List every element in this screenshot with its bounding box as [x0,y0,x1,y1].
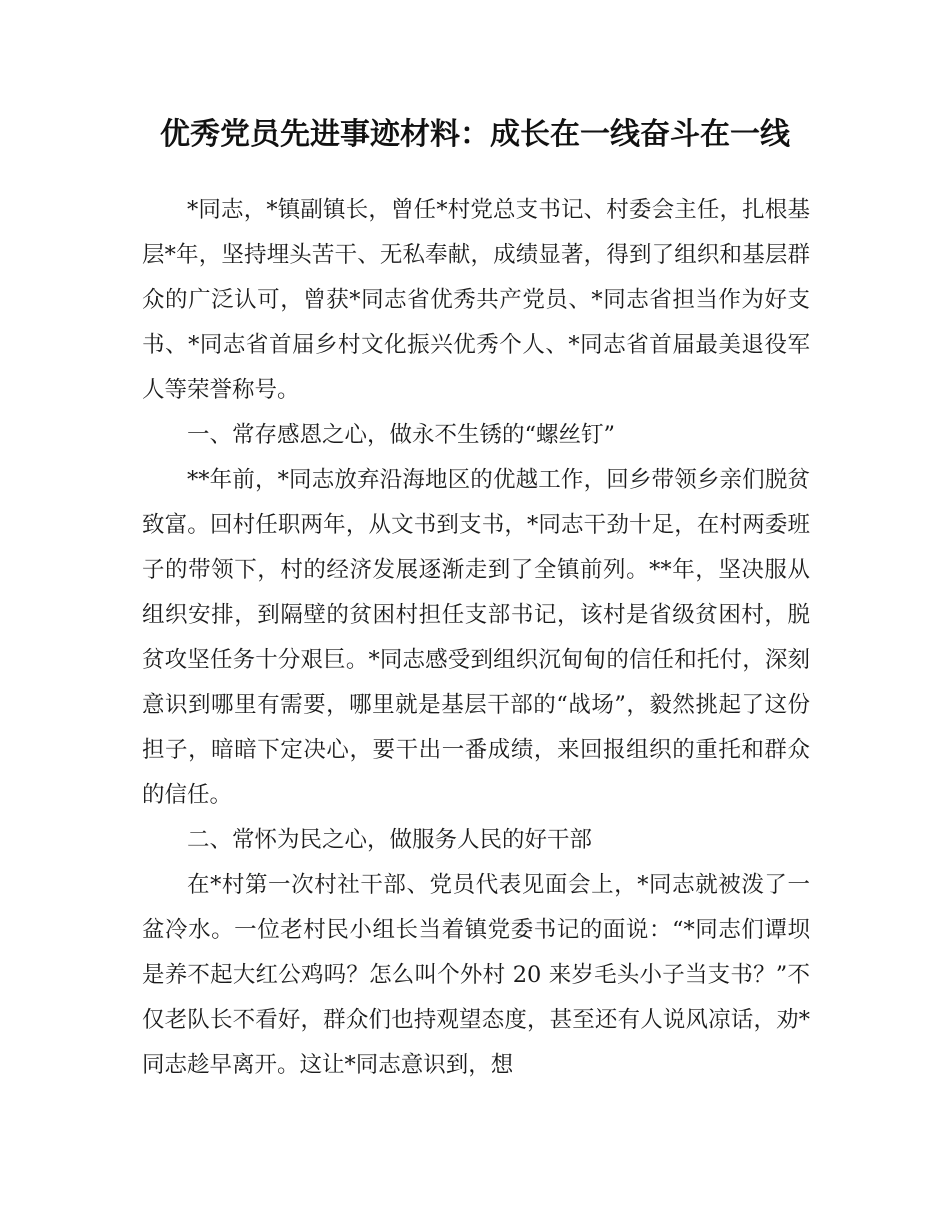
section-2-paragraph: 在*村第一次村社干部、党员代表见面会上，*同志就被泼了一盆冷水。一位老村民小组长当着镇党委书记的面说：“*同志们谭坝是养不起大红公鸡吗？怎么叫个外村 20 来岁毛头小子当支书？”不仅老队长不看好，群众们也持观望态度，甚至还有人说风凉话，劝*同志趁早离开。这让*同志意识到，想 [142,872,810,1078]
section-heading-2: 二、常怀为民之心，做服务人民的好干部 [187,827,593,853]
intro-paragraph: *同志，*镇副镇长，曾任*村党总支书记、村委会主任，扎根基层*年，坚持埋头苦干、无私奉献，成绩显著，得到了组织和基层群众的广泛认可，曾获*同志省优秀共产党员、*同志省担当作为好支书、*同志省首届乡村文化振兴优秀个人、*同志省首届最美退役军人等荣誉称号。 [142,197,810,403]
section-heading-1: 一、常存感恩之心，做永不生锈的“螺丝钉” [187,422,616,448]
document-body [142,188,810,1088]
document-title: 优秀党员先进事迹材料：成长在一线奋斗在一线 [160,117,790,152]
section-1-paragraph: **年前，*同志放弃沿海地区的优越工作，回乡带领乡亲们脱贫致富。回村任职两年，从文书到支书，*同志干劲十足，在村两委班子的带领下，村的经济发展逐渐走到了全镇前列。**年，坚决服从组织安排，到隔壁的贫困村担任支部书记，该村是省级贫困村，脱贫攻坚任务十分艰巨。*同志感受到组织沉甸甸的信任和托付，深刻意识到哪里有需要，哪里就是基层干部的“战场”，毅然挑起了这份担子，暗暗下定决心，要干出一番成绩，来回报组织的重托和群众的信任。 [142,467,810,808]
